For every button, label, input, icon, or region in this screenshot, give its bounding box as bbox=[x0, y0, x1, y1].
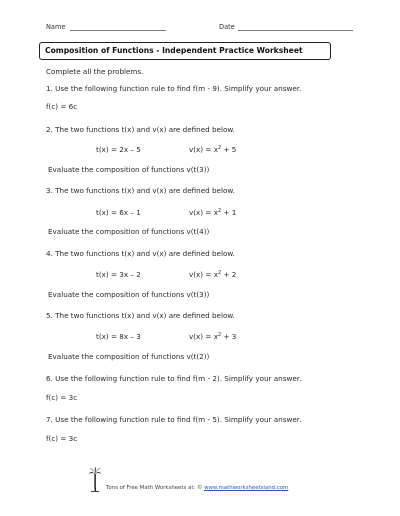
problem-2-evaluate: Evaluate the composition of functions v(t(3)) bbox=[48, 165, 210, 174]
footer-link[interactable]: www.mathworksheetsland.com bbox=[204, 485, 289, 491]
problem-6-function: f(c) = 3c bbox=[46, 393, 78, 402]
problem-7-function: f(c) = 3c bbox=[46, 434, 78, 443]
problem-5-v-function: $v(x) = x^2 + 3$ bbox=[189, 332, 237, 341]
instructions: Complete all the problems. bbox=[46, 67, 144, 76]
date-label: Date bbox=[219, 23, 235, 31]
problem-3-t-function: t(x) = 6x – 1 bbox=[96, 208, 141, 217]
palm-tree-icon bbox=[88, 466, 102, 492]
problem-3-prompt: 3. The two functions t(x) and v(x) are defined below. bbox=[46, 186, 235, 195]
problem-3-evaluate: Evaluate the composition of functions v(t(4)) bbox=[48, 227, 210, 236]
worksheet-title: Composition of Functions - Independent Practice Worksheet bbox=[45, 46, 303, 55]
problem-5-t-function: t(x) = 8x – 3 bbox=[96, 332, 141, 341]
problem-1-function: f(c) = 6c bbox=[46, 102, 78, 111]
date-line bbox=[238, 30, 353, 31]
problem-3-v-function: $v(x) = x^2 + 1$ bbox=[189, 208, 237, 217]
problem-5-evaluate: Evaluate the composition of functions v(t(2)) bbox=[48, 352, 210, 361]
problem-2-t-function: t(x) = 2x – 5 bbox=[96, 145, 141, 154]
problem-2-v-function: $v(x) = x^2 + 5$ bbox=[189, 145, 237, 154]
problem-7-prompt: 7. Use the following function rule to find f(m - 5). Simplify your answer. bbox=[46, 415, 302, 424]
problem-1-prompt: 1. Use the following function rule to find f(m - 9). Simplify your answer. bbox=[46, 84, 302, 93]
problem-4-v-function: $v(x) = x^2 + 2$ bbox=[189, 270, 237, 279]
problem-4-prompt: 4. The two functions t(x) and v(x) are defined below. bbox=[46, 249, 235, 258]
footer-text: Tons of Free Math Worksheets at: © www.mathworksheetsland.com bbox=[106, 485, 289, 491]
problem-5-prompt: 5. The two functions t(x) and v(x) are defined below. bbox=[46, 311, 235, 320]
title-box bbox=[39, 42, 331, 60]
name-label: Name bbox=[46, 23, 66, 31]
name-line bbox=[70, 30, 166, 31]
problem-4-t-function: t(x) = 3x – 2 bbox=[96, 270, 141, 279]
problem-2-prompt: 2. The two functions t(x) and v(x) are defined below. bbox=[46, 125, 235, 134]
problem-6-prompt: 6. Use the following function rule to find f(m - 2). Simplify your answer. bbox=[46, 374, 302, 383]
problem-4-evaluate: Evaluate the composition of functions v(t(3)) bbox=[48, 290, 210, 299]
